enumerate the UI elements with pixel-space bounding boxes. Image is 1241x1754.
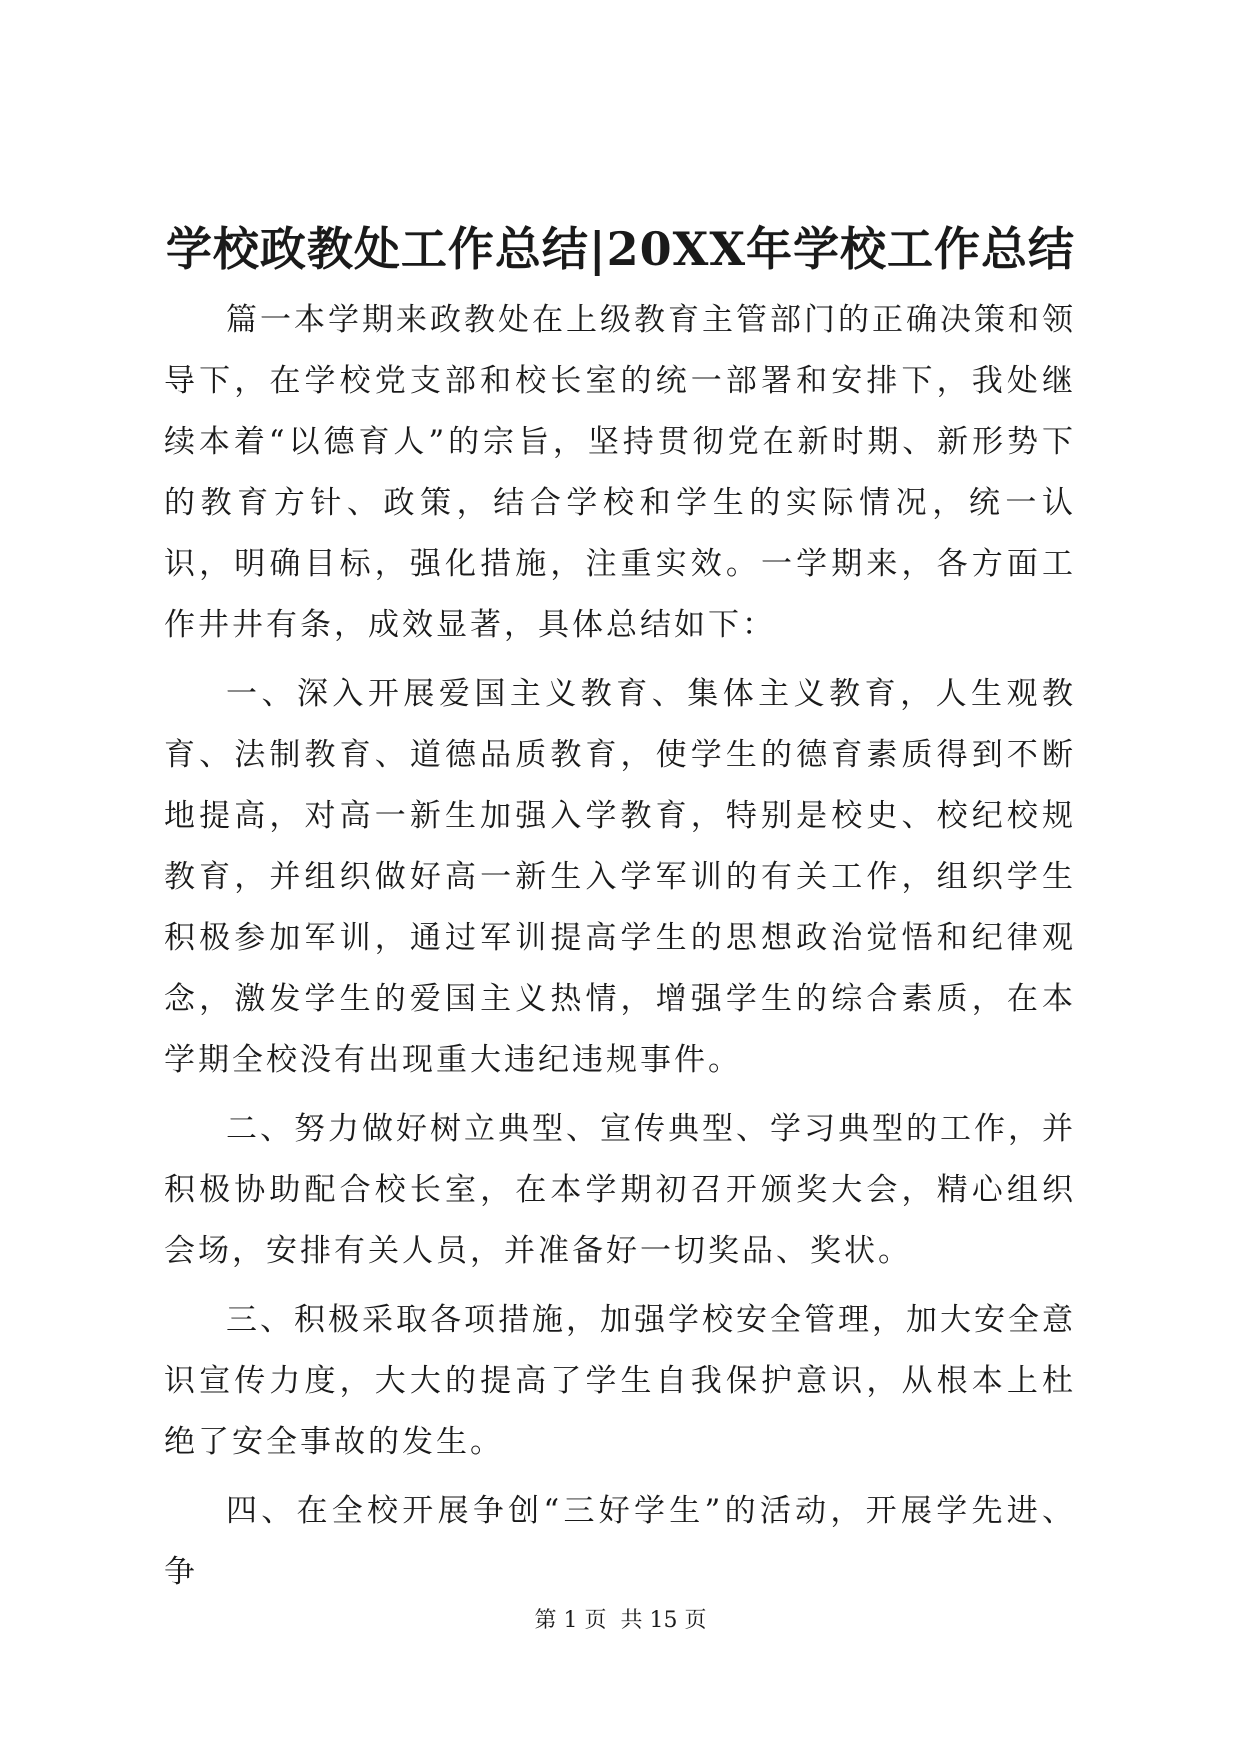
paragraph-intro: 篇一本学期来政教处在上级教育主管部门的正确决策和领导下，在学校党支部和校长室的统一部署和安排下，我处继续本着“以德育人”的宗旨，坚持贯彻党在新时期、新形势下的教育方针、政策，结合学校和学生的实际情况，统一认识，明确目标，强化措施，注重实效。一学期来，各方面工作井井有条，成效显著，具体总结如下： bbox=[164, 302, 1076, 643]
page-number-total: 共 15 页 bbox=[620, 1608, 707, 1633]
page-footer bbox=[0, 1606, 1241, 1636]
paragraph-section-1: 一、深入开展爱国主义教育、集体主义教育，人生观教育、法制教育、道德品质教育，使学生的德育素质得到不断地提高，对高一新生加强入学教育，特别是校史、校纪校规教育，并组织做好高一新生入学军训的有关工作，组织学生积极参加军训，通过军训提高学生的思想政治觉悟和纪律观念，激发学生的爱国主义热情，增强学生的综合素质，在本学期全校没有出现重大违纪违规事件。 bbox=[164, 676, 1076, 1078]
paragraph-section-3: 三、积极采取各项措施，加强学校安全管理，加大安全意识宣传力度，大大的提高了学生自我保护意识，从根本上杜绝了安全事故的发生。 bbox=[164, 1302, 1076, 1460]
document-title: 学校政教处工作总结|20XX年学校工作总结 bbox=[165, 222, 1076, 276]
document-body bbox=[164, 290, 1076, 1611]
page-number-current: 第 1 页 bbox=[534, 1608, 607, 1633]
paragraph-section-2: 二、努力做好树立典型、宣传典型、学习典型的工作，并积极协助配合校长室，在本学期初召开颁奖大会，精心组织会场，安排有关人员，并准备好一切奖品、奖状。 bbox=[164, 1111, 1076, 1269]
paragraph-section-4: 四、在全校开展争创“三好学生”的活动，开展学先进、争 bbox=[164, 1493, 1076, 1590]
